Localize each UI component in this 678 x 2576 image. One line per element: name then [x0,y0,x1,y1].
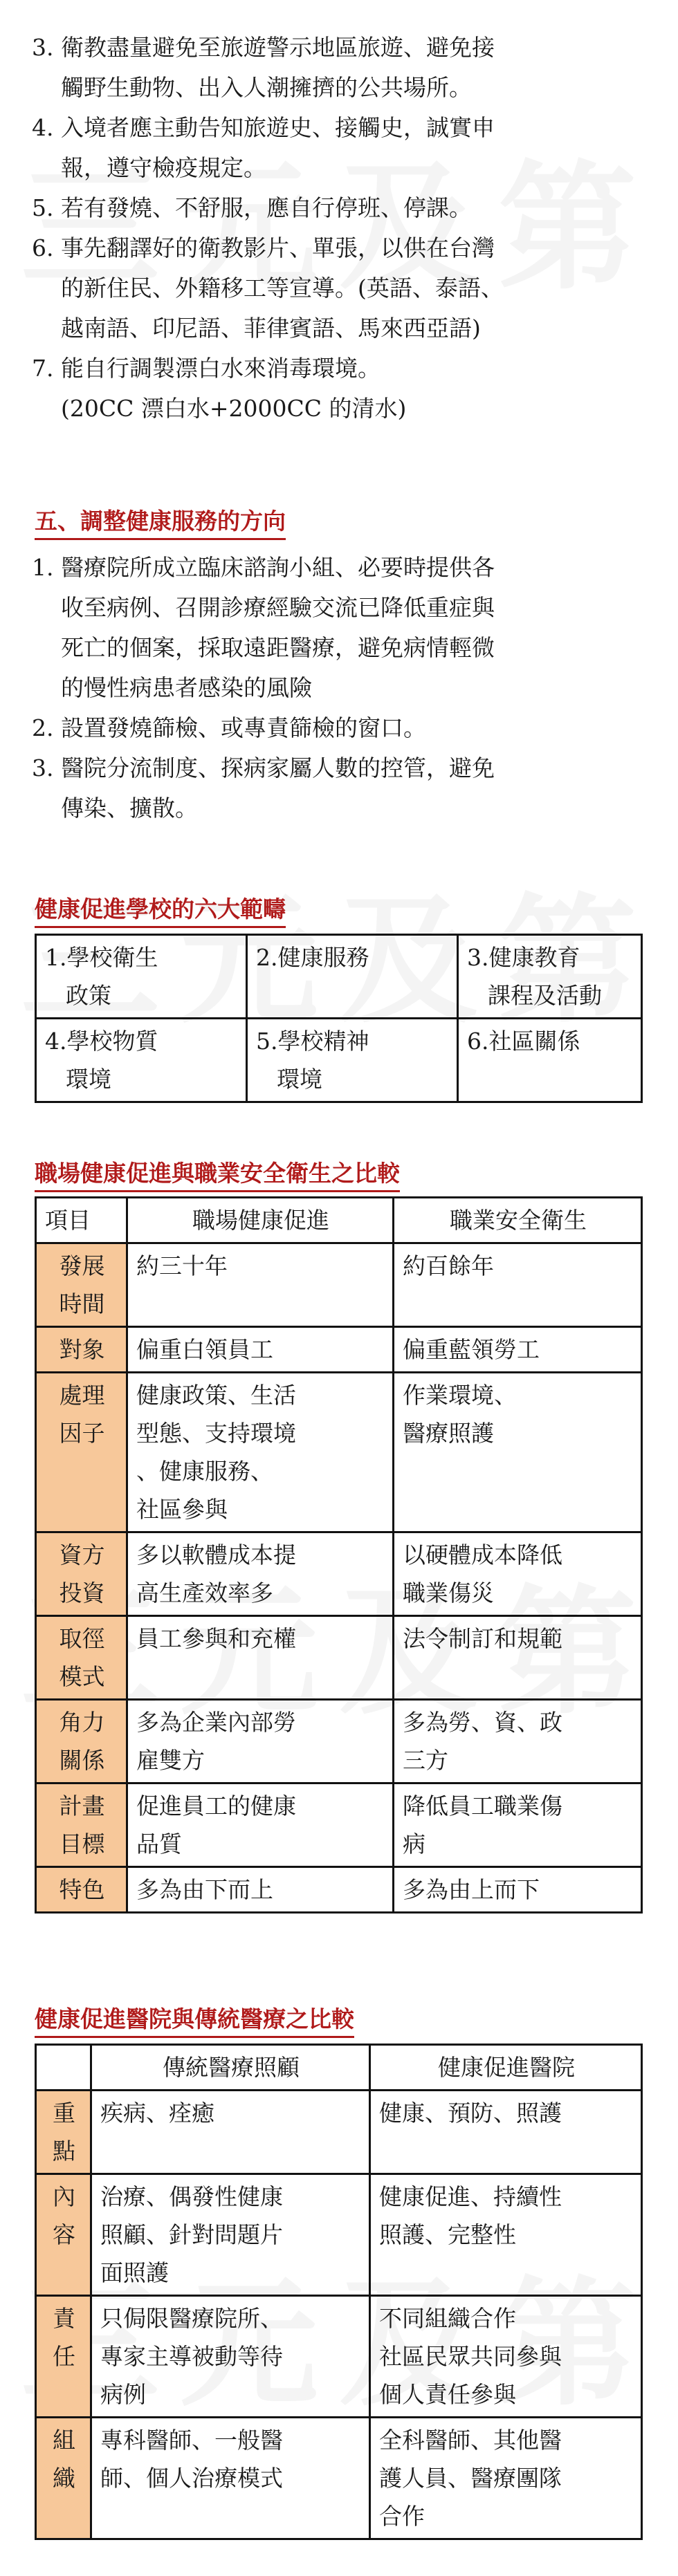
table-cell [394,1243,642,1327]
column-header: 項目 [36,1198,127,1243]
text-line: 醫療院所成立臨床諮詢小組、必要時提供各 [61,554,495,581]
text-line: 3.健康教育 [467,944,580,971]
text-line: 時間 [59,1290,105,1317]
text-line: 觸野生動物、出入人潮擁擠的公共場所。 [61,74,472,101]
item-number: 2. [32,714,54,741]
table-cell [370,2091,642,2174]
table-cell [91,2296,370,2418]
text-line: 對象 [59,1336,105,1363]
text-line: 投資 [59,1579,105,1606]
table-cell [370,2296,642,2418]
row-label [36,2091,91,2174]
text-line: 環境 [66,1066,111,1093]
text-line: 偏重白領員工 [136,1336,273,1363]
text-line: 品質 [136,1831,182,1857]
column-header: 職場健康促進 [127,1198,394,1243]
text-line: 死亡的個案，採取遠距醫療，避免病情輕微 [61,634,495,661]
table-row [36,1867,642,1913]
text-line: 不同組織合作 [379,2305,516,2332]
text-line: 環境 [277,1066,322,1093]
table-row [36,1700,642,1783]
column-header: 健康促進醫院 [370,2045,642,2091]
text-line: 多為由上而下 [403,1876,540,1903]
text-line: 降低員工職業傷 [403,1792,562,1819]
table-cell [370,2174,642,2296]
table-cell [394,1532,642,1616]
precaution-list-block [0,28,678,429]
text-line: 個人責任參與 [379,2381,516,2408]
workplace-heading [0,1158,400,1192]
section-title: 健康促進醫院與傳統醫療之比較 [35,2004,354,2038]
health-service-list [0,548,678,828]
text-line: 織 [53,2465,75,2492]
text-line: 計畫 [59,1792,105,1819]
table-cell [91,2418,370,2539]
text-line: 發展 [59,1252,105,1279]
table-cell [127,1532,394,1616]
row-label [36,1616,127,1700]
list-item [0,28,678,108]
text-line: 作業環境、 [403,1382,517,1409]
hospital-comparison-table [35,2044,643,2540]
text-line: 醫院分流制度、探病家屬人數的控管，避免 [61,754,495,781]
text-line: 報，遵守檢疫規定。 [61,154,266,181]
text-line: 5.學校精神 [256,1028,369,1055]
table-cell [394,1700,642,1783]
text-line: 傳染、擴散。 [61,795,198,822]
text-line: 以硬體成本降低 [403,1541,562,1568]
table-row [36,1019,642,1102]
text-line: (20CC 漂白水+2000CC 的清水) [61,395,407,422]
table-row [36,1783,642,1867]
table-cell [127,1700,394,1783]
text-line: 多為勞、資、政 [403,1709,562,1736]
text-line: 的慢性病患者感染的風險 [61,674,312,701]
table-row [36,2091,642,2174]
text-line: 點 [53,2138,75,2165]
list-item [0,349,678,429]
item-number: 4. [32,114,54,141]
text-line: 合作 [379,2503,425,2530]
text-line: 、健康服務、 [136,1458,273,1485]
text-line: 責 [53,2305,75,2332]
text-line: 任 [53,2343,75,2370]
workplace-comparison-table [35,1196,643,1914]
text-line: 政策 [66,982,111,1009]
area-cell [247,935,458,1019]
text-line: 角力 [59,1709,105,1736]
text-line: 多為由下而上 [136,1876,273,1903]
table-cell [394,1783,642,1867]
text-line: 專科醫師、一般醫 [100,2427,283,2454]
list-item [0,548,678,708]
list-item [0,708,678,748]
text-line: 資方 [59,1541,105,1568]
text-line: 越南語、印尼語、菲律賓語、馬來西亞語) [61,315,481,342]
row-label [36,1700,127,1783]
text-line: 社區民眾共同參與 [379,2343,562,2370]
table-cell [127,1327,394,1373]
item-number: 3. [32,754,54,781]
text-line: 雇雙方 [136,1747,205,1774]
text-line: 偏重藍領勞工 [403,1336,540,1363]
text-line: 健康政策、生活 [136,1382,296,1409]
row-label [36,2418,91,2539]
table-row [36,1616,642,1700]
item-number: 3. [32,34,54,61]
table-row [36,935,642,1019]
text-line: 師、個人治療模式 [100,2465,283,2492]
text-line: 法令制訂和規範 [403,1625,562,1652]
table-row [36,1532,642,1616]
text-line: 能自行調製漂白水來消毒環境。 [61,355,381,382]
text-line: 1.學校衛生 [45,944,158,971]
column-header [36,2045,91,2091]
text-line: 關係 [59,1747,105,1774]
text-line: 收至病例、召開診療經驗交流已降低重症與 [61,594,495,621]
text-line: 職業傷災 [403,1579,494,1606]
text-line: 病 [403,1831,425,1857]
text-line: 設置發燒篩檢、或專責篩檢的窗口。 [61,714,426,741]
header-row [36,2045,642,2091]
text-line: 健康、預防、照護 [379,2100,562,2126]
column-header: 職業安全衛生 [394,1198,642,1243]
text-line: 內 [53,2183,75,2210]
table-cell [394,1373,642,1532]
text-line: 醫療照護 [403,1420,494,1447]
item-number: 1. [32,554,54,581]
text-line: 照護、完整性 [379,2221,516,2248]
text-line: 疾病、痊癒 [100,2100,214,2126]
table-cell [394,1616,642,1700]
text-line: 多以軟體成本提 [136,1541,296,1568]
list-item [0,188,678,228]
row-label [36,1243,127,1327]
section-title: 職場健康促進與職業安全衛生之比較 [35,1158,400,1192]
text-line: 病例 [100,2381,146,2408]
hospital-heading [0,2004,354,2038]
area-cell [458,935,642,1019]
text-line: 4.學校物質 [45,1028,158,1055]
text-line: 健康促進、持續性 [379,2183,562,2210]
text-line: 容 [53,2221,75,2248]
text-line: 多為企業內部勞 [136,1709,296,1736]
row-label [36,1327,127,1373]
text-line: 事先翻譯好的衛教影片、單張，以供在台灣 [61,234,495,261]
list-item [0,748,678,828]
list-item [0,108,678,188]
table-row [36,2418,642,2539]
text-line: 社區參與 [136,1496,228,1523]
table-row [36,1373,642,1532]
table-cell [91,2091,370,2174]
table-cell [394,1867,642,1913]
text-line: 只侷限醫療院所、 [100,2305,283,2332]
section-title: 五、調整健康服務的方向 [35,506,286,540]
text-line: 員工參與和充權 [136,1625,296,1652]
list-item [0,228,678,349]
table-cell [394,1327,642,1373]
text-line: 約百餘年 [403,1252,494,1279]
table-cell [127,1373,394,1532]
row-label [36,1373,127,1532]
text-line: 特色 [59,1876,105,1903]
text-line: 護人員、醫療團隊 [379,2465,562,2492]
six-areas-table [35,934,643,1103]
text-line: 治療、偶發性健康 [100,2183,283,2210]
row-label [36,1532,127,1616]
area-cell [458,1019,642,1102]
table-row [36,2296,642,2418]
table-row [36,1243,642,1327]
area-cell [36,935,247,1019]
text-line: 約三十年 [136,1252,228,1279]
table-cell [127,1783,394,1867]
row-label [36,1783,127,1867]
text-line: 2.健康服務 [256,944,369,971]
text-line: 衛教盡量避免至旅遊警示地區旅遊、避免接 [61,34,495,61]
text-line: 課程及活動 [488,982,602,1009]
text-line: 型態、支持環境 [136,1420,296,1447]
text-line: 照顧、針對問題片 [100,2221,283,2248]
text-line: 組 [53,2427,75,2454]
item-number: 5. [32,194,54,221]
section-title: 健康促進學校的六大範疇 [35,894,286,928]
area-cell [247,1019,458,1102]
text-line: 三方 [403,1747,448,1774]
text-line: 處理 [59,1382,105,1409]
table-cell [370,2418,642,2539]
six-areas-heading [0,894,286,928]
text-line: 取徑 [59,1625,105,1652]
column-header: 傳統醫療照顧 [91,2045,370,2091]
text-line: 面照護 [100,2259,169,2286]
row-label [36,1867,127,1913]
table-cell [127,1867,394,1913]
text-line: 若有發燒、不舒服，應自行停班、停課。 [61,194,472,221]
precaution-list [0,28,678,429]
text-line: 因子 [59,1420,105,1447]
row-label [36,2174,91,2296]
text-line: 全科醫師、其他醫 [379,2427,562,2454]
text-line: 6.社區關係 [467,1028,580,1055]
section5-list-block [0,548,678,828]
table-cell [127,1616,394,1700]
text-line: 促進員工的健康 [136,1792,296,1819]
text-line: 的新住民、外籍移工等宣導。(英語、泰語、 [61,275,504,302]
text-line: 高生產效率多 [136,1579,273,1606]
table-cell [127,1243,394,1327]
text-line: 入境者應主動告知旅遊史、接觸史，誠實申 [61,114,495,141]
row-label [36,2296,91,2418]
text-line: 專家主導被動等待 [100,2343,283,2370]
section5-heading [0,506,286,540]
text-line: 目標 [59,1831,105,1857]
area-cell [36,1019,247,1102]
header-row [36,1198,642,1243]
table-row [36,2174,642,2296]
table-cell [91,2174,370,2296]
text-line: 重 [53,2100,75,2126]
item-number: 6. [32,234,54,261]
item-number: 7. [32,355,54,382]
table-row [36,1327,642,1373]
text-line: 模式 [59,1663,105,1690]
